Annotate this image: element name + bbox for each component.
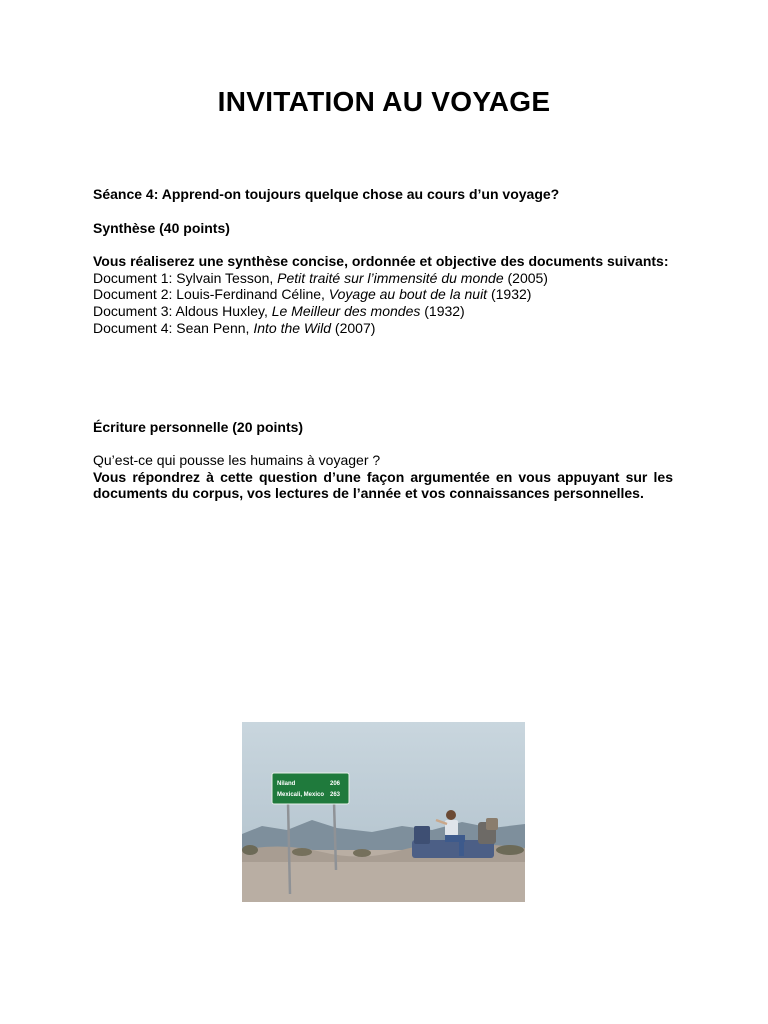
ecriture-instruction: Vous répondrez à cette question d’une façon argumentée en vous appuyant sur les documents du corpus, vos lectures de l’année et vos connaissances personnelles. [93,468,673,502]
document-1-year: (2005) [503,269,548,286]
document-1-work: Petit traité sur l’immensité du monde [277,269,504,286]
document-3-work: Le Meilleur des mondes [271,303,421,320]
road-sign [272,773,349,804]
seance-title: Séance 4: Apprend-on toujours quelque chose au cours d’un voyage? [93,186,560,202]
document-1 [93,270,673,287]
document-4-work: Into the Wild [253,319,332,336]
document-4-year: (2007) [331,319,376,336]
sign-distance-1: 206 [330,781,341,787]
synthese-instruction: Vous réaliserez une synthèse concise, ordonnée et objective des documents suivants: [93,253,669,269]
photo-illustration [242,722,525,902]
sign-place-2: Mexicali, Mexico [277,792,325,798]
document-4 [93,320,673,337]
synthese-heading: Synthèse (40 points) [93,220,230,236]
document-2 [93,286,673,303]
document-1-author: Document 1: Sylvain Tesson, [93,269,278,286]
document-2-work: Voyage au bout de la nuit [328,286,488,303]
sign-place-1: Niland [277,781,296,787]
document-3 [93,303,673,320]
page-title: INVITATION AU VOYAGE [217,86,551,117]
ecriture-heading: Écriture personnelle (20 points) [93,419,304,435]
synthese-block [93,253,673,337]
ecriture-block [93,452,673,502]
sign-distance-2: 263 [330,792,341,798]
document-3-author: Document 3: Aldous Huxley, [93,303,272,320]
into-the-wild-photo [242,722,525,902]
document-2-year: (1932) [487,286,532,303]
document-3-year: (1932) [420,303,465,320]
document-2-author: Document 2: Louis-Ferdinand Céline, [93,286,329,303]
document-4-author: Document 4: Sean Penn, [93,319,254,336]
ecriture-question: Qu’est-ce qui pousse les humains à voyager ? [93,452,381,468]
